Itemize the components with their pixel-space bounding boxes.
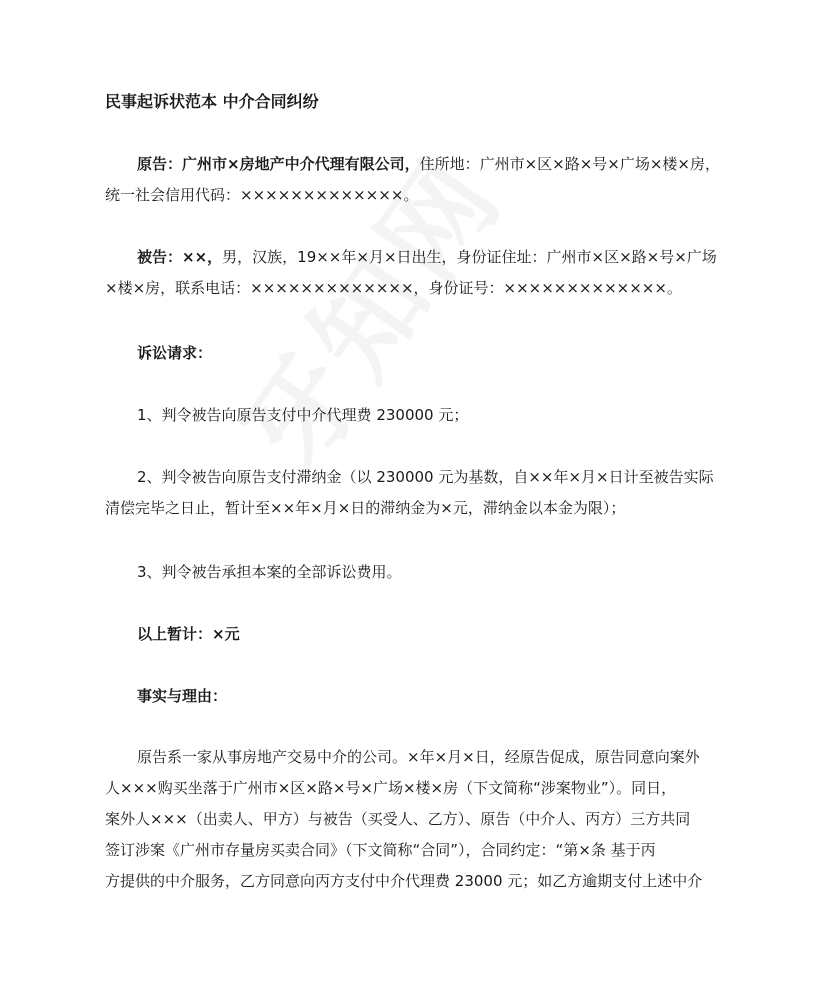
plaintiff-address: 住所地：广州市×区×路×号×广场×楼×房，	[419, 155, 721, 173]
defendant-name: ××，	[182, 248, 223, 266]
plaintiff-name: 广州市×房地产中介代理有限公司，	[182, 155, 420, 173]
facts-line: 方提供的中介服务，乙方同意向丙方支付中介代理费 23000 元；如乙方逾期支付上述中介	[105, 872, 703, 890]
facts-paragraph	[105, 742, 745, 897]
facts-heading-text: 事实与理由：	[137, 687, 228, 705]
plaintiff-paragraph	[105, 149, 745, 211]
plaintiff-label: 原告：	[137, 155, 183, 173]
document-title: 民事起诉状范本 中介合同纠纷	[105, 92, 319, 111]
claim-item-2-line-1: 2、判令被告向原告支付滞纳金（以 230000 元为基数，自××年×月×日计至被告实际	[137, 468, 714, 486]
facts-line: 原告系一家从事房地产交易中介的公司。×年×月×日，经原告促成，原告同意向案外	[137, 748, 700, 766]
defendant-info: 男，汉族，19××年×月×日出生，身份证住址：广州市×区×路×号×广场	[222, 248, 717, 266]
claim-item-1-text: 1、判令被告向原告支付中介代理费 230000 元；	[137, 406, 469, 424]
facts-line: 案外人×××（出卖人、甲方）与被告（买受人、乙方）、原告（中介人、丙方）三方共同	[105, 810, 691, 828]
defendant-label: 被告：	[137, 248, 183, 266]
total-text: 以上暂计：×元	[137, 625, 240, 643]
claim-item-2	[105, 462, 745, 524]
total-line	[105, 619, 745, 650]
claim-item-2-line-2: 清偿完毕之日止，暂计至××年×月×日的滞纳金为×元，滞纳金以本金为限）；	[105, 499, 626, 517]
claim-item-3-text: 3、判令被告承担本案的全部诉讼费用。	[137, 563, 402, 581]
claim-item-3	[105, 557, 745, 588]
defendant-contact: ×楼×房，联系电话：×××××××××××××，身份证号：×××××××××××××。	[105, 279, 682, 297]
plaintiff-credit-code: 统一社会信用代码：×××××××××××××。	[105, 186, 419, 204]
claim-item-1	[105, 400, 745, 431]
facts-heading	[105, 681, 745, 712]
facts-line: 人×××购买坐落于广州市×区×路×号×广场×楼×房（下文简称“涉案物业”）。同日，	[105, 779, 677, 797]
claims-heading-text: 诉讼请求：	[137, 344, 213, 362]
facts-line: 签订涉案《广州市存量房买卖合同》（下文简称“合同”），合同约定：“第×条 基于丙	[105, 841, 656, 859]
defendant-paragraph	[105, 242, 745, 304]
claims-heading	[105, 338, 745, 369]
